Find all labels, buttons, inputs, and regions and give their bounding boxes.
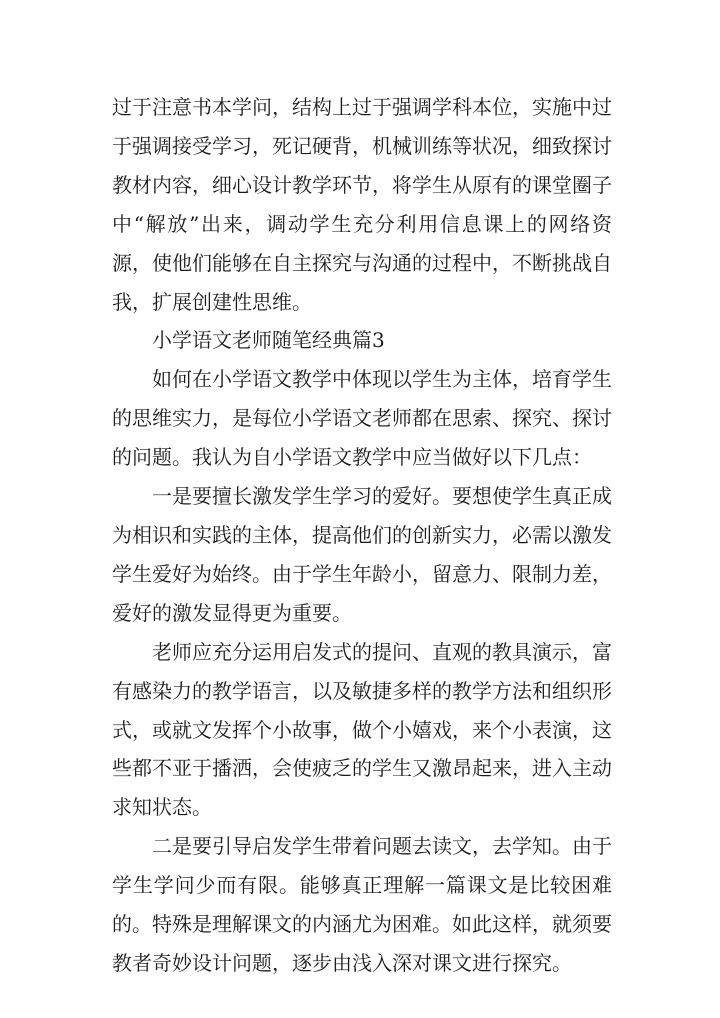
- section-heading: 小学语文老师随笔经典篇3: [152, 328, 385, 353]
- paragraph-continued: 过于注意书本学问，结构上过于强调学科本位，实施中过于强调接受学习，死记硬背，机械训练等状况，细致探讨教材内容，细心设计教学环节，将学生从原有的课堂圈子中“解放”出来，调动学生充分利用信息课上的网络资源，使他们能够在自主探究与沟通的过程中，不断挑战自我，扩展创建性思维。: [112, 95, 612, 314]
- paragraph-intro: 如何在小学语文教学中体现以学生为主体，培育学生的思维实力，是每位小学语文老师都在思索、探究、探讨的问题。我认为自小学语文教学中应当做好以下几点：: [112, 367, 612, 470]
- document-page: [112, 88, 612, 983]
- paragraph-point-two: 二是要引导启发学生带着问题去读文，去学知。由于学生学问少而有限。能够真正理解一篇课文是比较困难的。特殊是理解课文的内涵尤为困难。如此这样，就须要教者奇妙设计问题，逐步由浅入深对课文进行探究。: [112, 834, 612, 975]
- paragraph-teacher-methods: 老师应充分运用启发式的提问、直观的教具演示，富有感染力的教学语言，以及敏捷多样的教学方法和组织形式，或就文发挥个小故事，做个小嬉戏，来个小表演，这些都不亚于播洒，会使疲乏的学生又激昂起来，进入主动求知状态。: [112, 639, 612, 820]
- paragraph-point-one: 一是要擅长激发学生学习的爱好。要想使学生真正成为相识和实践的主体，提高他们的创新实力，必需以激发学生爱好为始终。由于学生年龄小，留意力、限制力差，爱好的激发显得更为重要。: [112, 484, 612, 625]
